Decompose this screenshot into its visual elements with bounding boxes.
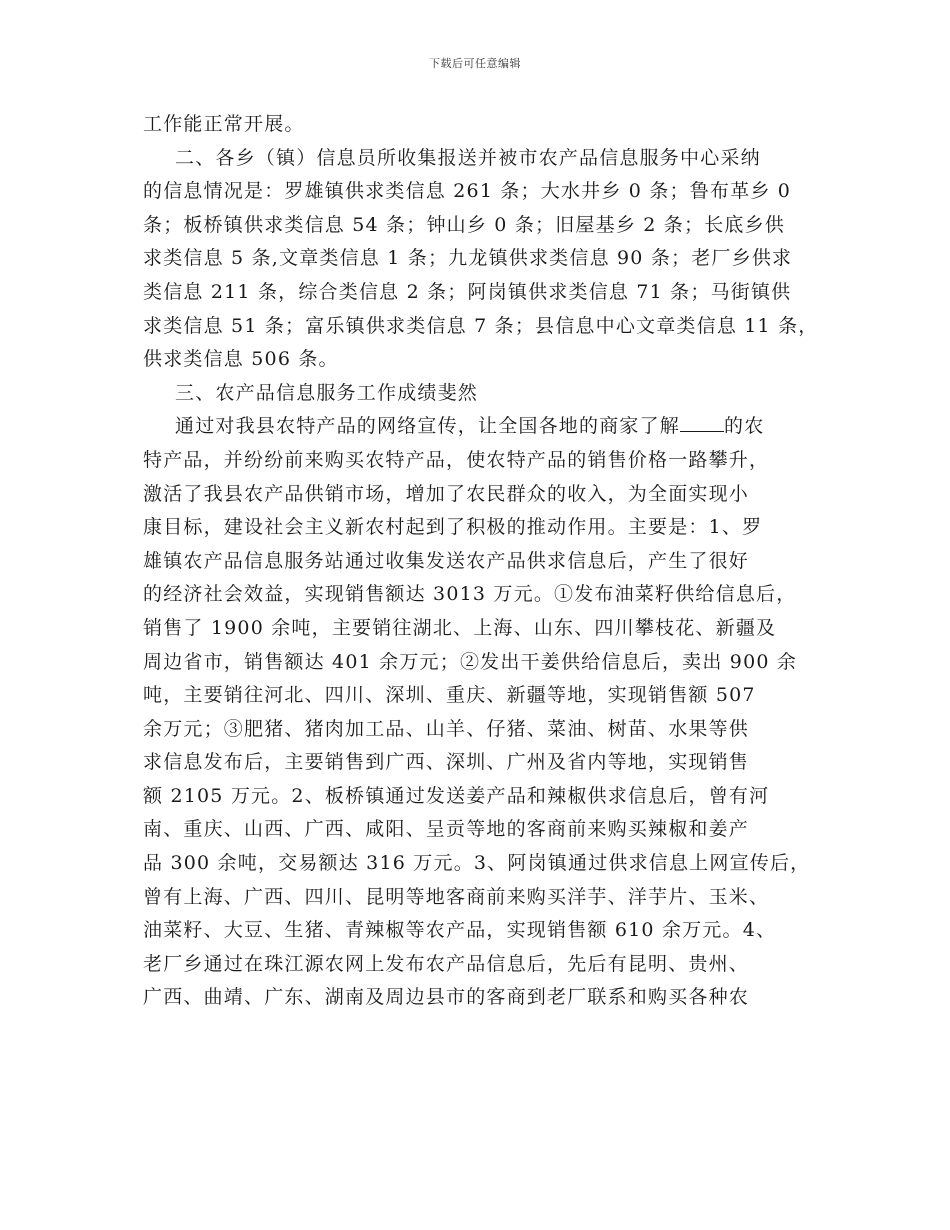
text-line-content: 周边省市，销售额达 401 余万元；②发出干姜供给信息后，卖出 900 余 xyxy=(143,650,798,673)
text-line xyxy=(143,377,803,411)
text-line-content: 的信息情况是：罗雄镇供求类信息 261 条；大水井乡 0 条；鲁布革乡 0 xyxy=(143,180,792,203)
text-line-content: 吨，主要销往河北、四川、深圳、重庆、新疆等地，实现销售额 507 xyxy=(143,684,756,707)
text-line-content: 销售了 1900 余吨，主要销往湖北、上海、山东、四川攀枝花、新疆及 xyxy=(143,616,777,639)
text-line-content: 特产品，并纷纷前来购买农特产品，使农特产品的销售价格一路攀升， xyxy=(143,448,770,471)
text-line-content: 南、重庆、山西、广西、咸阳、呈贡等地的客商前来购买辣椒和姜产 xyxy=(143,818,750,841)
text-line xyxy=(143,780,803,814)
text-line-content: 的经济社会效益，实现销售额达 3013 万元。①发布油菜籽供给信息后， xyxy=(143,583,797,606)
text-line xyxy=(143,981,803,1015)
text-line xyxy=(143,746,803,780)
document-body xyxy=(143,108,819,1015)
text-line xyxy=(143,444,803,478)
text-line xyxy=(143,914,803,948)
text-line-content: 雄镇农产品信息服务站通过收集发送农产品供求信息后，产生了很好 xyxy=(143,549,750,572)
text-line-content: 条；板桥镇供求类信息 54 条；钟山乡 0 条；旧屋基乡 2 条；长底乡供 xyxy=(143,213,785,236)
text-line xyxy=(143,209,803,243)
text-line xyxy=(143,343,803,377)
text-line-content: 二、各乡（镇）信息员所收集报送并被市农产品信息服务中心采纳 xyxy=(175,146,761,169)
text-line-content: 求类信息 51 条；富乐镇供求类信息 7 条；县信息中心文章类信息 11 条， xyxy=(143,314,819,337)
text-line-content: 供求类信息 506 条。 xyxy=(143,348,339,371)
text-line xyxy=(143,612,803,646)
text-line-content: 类信息 211 条，综合类信息 2 条；阿岗镇供求类信息 71 条；马街镇供 xyxy=(143,280,792,303)
page-header-note: 下载后可任意编辑 xyxy=(429,57,521,70)
text-line-content: 余万元；③肥猪、猪肉加工品、山羊、仔猪、菜油、树苗、水果等供 xyxy=(143,717,750,740)
text-line xyxy=(143,813,803,847)
text-line xyxy=(143,713,803,747)
text-line-content: 额 2105 万元。2、板桥镇通过发送姜产品和辣椒供求信息后，曾有河 xyxy=(143,784,770,807)
text-line-content: 曾有上海、广西、四川、昆明等地客商前来购买洋芋、洋芋片、玉米、 xyxy=(143,885,770,908)
text-line xyxy=(143,948,803,982)
text-line xyxy=(143,511,803,545)
text-line-content: 求类信息 5 条,文章类信息 1 条；九龙镇供求类信息 90 条；老厂乡供求 xyxy=(143,247,793,270)
text-line xyxy=(143,310,819,344)
text-line-content: 康目标，建设社会主义新农村起到了积极的推动作用。主要是：1、罗 xyxy=(143,516,763,539)
text-line xyxy=(143,545,803,579)
text-line-content: 求信息发布后，主要销售到广西、深圳、广州及省内等地，实现销售 xyxy=(143,751,750,774)
text-line-content: 品 300 余吨，交易额达 316 万元。3、阿岗镇通过供求信息上网宣传后， xyxy=(143,852,811,875)
text-line-content: 工作能正常开展。 xyxy=(143,113,305,135)
text-line xyxy=(143,679,803,713)
text-line xyxy=(143,242,803,276)
text-line-content: 老厂乡通过在珠江源农网上发布农产品信息后，先后有昆明、贵州、 xyxy=(143,952,750,975)
text-line xyxy=(143,478,803,512)
text-line xyxy=(143,847,811,881)
text-line-content: 三、农产品信息服务工作成绩斐然 xyxy=(175,381,479,404)
text-line xyxy=(143,175,803,209)
text-line xyxy=(143,881,803,915)
fill-in-blank xyxy=(680,413,724,432)
text-line xyxy=(143,108,803,142)
text-line-content: 激活了我县农产品供销市场，增加了农民群众的收入，为全面实现小 xyxy=(143,482,750,505)
text-line-content: 油菜籽、大豆、生猪、青辣椒等农产品，实现销售额 610 余万元。4、 xyxy=(143,919,777,942)
text-line xyxy=(143,646,803,680)
text-line xyxy=(143,410,803,444)
text-line xyxy=(143,276,803,310)
text-line-continuation: 的农 xyxy=(724,415,765,438)
text-line xyxy=(143,142,803,176)
text-line-content: 通过对我县农特产品的网络宣传，让全国各地的商家了解 xyxy=(175,415,681,438)
text-line xyxy=(143,578,803,612)
text-line-content: 广西、曲靖、广东、湖南及周边县市的客商到老厂联系和购买各种农 xyxy=(143,986,750,1009)
